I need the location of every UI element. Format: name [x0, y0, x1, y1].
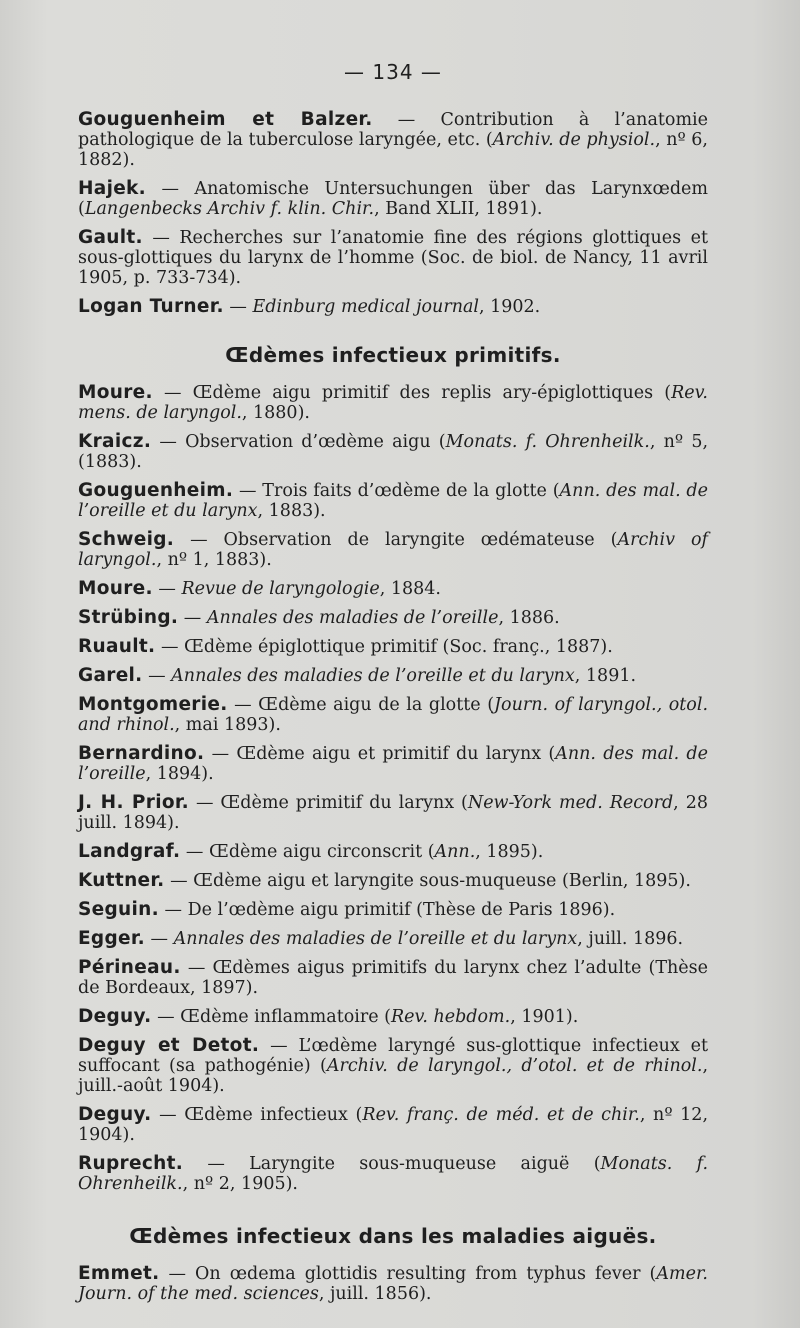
entry-source: Journ. of laryngol., otol. and rhinol. — [78, 695, 709, 735]
entry-source: Edinburg medical journal — [252, 297, 479, 317]
entry-text: — De l’œdème aigu primitif (Thèse de Paris 1896). — [158, 900, 616, 920]
entry-citation-tail: , nº 1, 1883). — [156, 550, 272, 570]
entry-source: Archiv of laryngol. — [78, 530, 708, 570]
entry-source: Annales des maladies de l’oreille — [206, 608, 499, 628]
entry-author: Strübing. — [78, 607, 179, 628]
bibliography-entry — [78, 110, 708, 170]
bibliography-entry — [78, 481, 708, 521]
entry-source: Langenbecks Archiv f. klin. Chir. — [84, 199, 375, 219]
entry-author: Moure. — [78, 382, 153, 403]
entry-text: — Contribution à l’anatomie pathologique de la tuberculose laryngée, etc. ( — [78, 110, 708, 150]
entry-author: Gouguenheim. — [78, 480, 234, 501]
entry-author: Ruault. — [78, 636, 156, 657]
bibliography-entry — [78, 793, 708, 833]
bibliography-primary-oedemas — [78, 383, 708, 1194]
entry-author: Gault. — [78, 227, 143, 248]
entry-source: Monats. f. Ohrenheilk. — [445, 432, 650, 452]
entry-author: Gouguenheim et Balzer. — [78, 109, 373, 130]
entry-text: — Œdème primitif du larynx ( — [188, 793, 468, 813]
entry-text: — — [152, 579, 182, 599]
entry-citation-tail: , 1891. — [574, 666, 637, 686]
entry-author: Hajek. — [78, 178, 146, 199]
bibliography-entry — [78, 530, 708, 570]
entry-citation-tail: , mai 1893). — [174, 715, 281, 735]
bibliography-entry — [78, 179, 708, 219]
entry-text: — Œdème aigu de la glotte ( — [227, 695, 495, 715]
entry-citation-tail: , nº 12, 1904). — [78, 1105, 709, 1145]
entry-author: Moure. — [78, 578, 153, 599]
entry-source: Archiv. de laryngol., d’otol. et de rhinol. — [326, 1056, 703, 1076]
entry-citation-tail: , juill. 1896. — [577, 929, 684, 949]
bibliography-entry — [78, 1264, 708, 1304]
bibliography-entry — [78, 1036, 708, 1096]
bibliography-acute-diseases — [78, 1264, 708, 1304]
bibliography-entry — [78, 666, 708, 686]
entry-text: — Œdème aigu et laryngite sous-muqueuse (Berlin, 1895). — [164, 871, 691, 891]
entry-text: — Observation de laryngite œdémateuse ( — [174, 530, 618, 550]
entry-author: Bernardino. — [78, 743, 205, 764]
entry-citation-tail: , 1901). — [510, 1007, 579, 1027]
entry-citation-tail: , 1895). — [475, 842, 544, 862]
entry-citation-tail: , 1884. — [379, 579, 441, 599]
bibliography-entry — [78, 1007, 708, 1027]
entry-source: Ann. des mal. de l’oreille et du larynx — [78, 481, 708, 521]
entry-source: Ann. — [434, 842, 476, 862]
entry-text: — — [142, 666, 172, 686]
entry-author: Egger. — [78, 928, 145, 949]
entry-text: — — [144, 929, 174, 949]
entry-author: Ruprecht. — [78, 1153, 184, 1174]
bibliography-top — [78, 110, 708, 317]
entry-author: Logan Turner. — [78, 296, 224, 317]
entry-source: Monats. f. Ohrenheilk. — [78, 1154, 709, 1194]
entry-source: Annales des maladies de l’oreille et du larynx — [173, 929, 578, 949]
entry-text: — Anatomische Untersuchungen über das Larynxœdem ( — [78, 179, 708, 219]
bibliography-entry — [78, 608, 708, 628]
entry-citation-tail: , 1894). — [145, 764, 214, 784]
entry-author: Emmet. — [78, 1263, 160, 1284]
bibliography-entry — [78, 871, 708, 891]
bibliography-entry — [78, 637, 708, 657]
entry-text: — Recherches sur l’anatomie fine des régions glottiques et sous-glottiques du larynx de l’homme (Soc. de biol. de Nancy, 11 avril 1905, p. 733-734). — [78, 228, 708, 288]
entry-text: — Œdème inflammatoire ( — [151, 1007, 391, 1027]
entry-text: — Œdèmes aigus primitifs du larynx chez l’adulte (Thèse de Bordeaux, 1897). — [78, 958, 708, 998]
bibliography-entry — [78, 297, 708, 317]
bibliography-entry — [78, 432, 708, 472]
entry-author: Montgomerie. — [78, 694, 228, 715]
entry-source: Revue de laryngologie — [181, 579, 380, 599]
entry-source: Rev. hebdom. — [391, 1007, 511, 1027]
entry-source: Ann. des mal. de l’oreille — [78, 744, 708, 784]
entry-text: — — [178, 608, 207, 628]
entry-citation-tail: , 28 juill. 1894). — [78, 793, 708, 833]
entry-text: — Observation d’œdème aigu ( — [151, 432, 446, 452]
entry-citation-tail: , nº 6, 1882). — [78, 130, 708, 170]
entry-text: — Trois faits d’œdème de la glotte ( — [233, 481, 560, 501]
bibliography-entry — [78, 228, 708, 288]
entry-author: Deguy. — [78, 1006, 152, 1027]
entry-author: Deguy. — [78, 1104, 152, 1125]
bibliography-entry — [78, 842, 708, 862]
entry-source: Annales des maladies de l’oreille et du larynx — [171, 666, 575, 686]
entry-citation-tail: , 1880). — [241, 403, 310, 423]
bibliography-entry — [78, 929, 708, 949]
entry-author: Seguin. — [78, 899, 159, 920]
entry-author: J. H. Prior. — [78, 792, 189, 813]
entry-author: Périneau. — [78, 957, 181, 978]
entry-text: — L’œdème laryngé sus-glottique infectieux et suffocant (sa pathogénie) ( — [78, 1036, 709, 1076]
entry-citation-tail: , 1883). — [257, 501, 326, 521]
entry-citation-tail: , nº 2, 1905). — [182, 1174, 298, 1194]
entry-source: Archiv. de physiol. — [492, 130, 656, 150]
section-heading-primary: Œdèmes infectieux primitifs. — [225, 343, 561, 367]
entry-source: Rev. franç. de méd. et de chir. — [362, 1105, 640, 1125]
entry-author: Kuttner. — [78, 870, 165, 891]
bibliography-entry — [78, 744, 708, 784]
entry-citation-tail: , 1902. — [479, 297, 541, 317]
entry-text: — Œdème aigu circonscrit ( — [180, 842, 435, 862]
page-content — [78, 60, 708, 1313]
bibliography-entry — [78, 900, 708, 920]
bibliography-entry — [78, 958, 708, 998]
entry-text: — — [223, 297, 253, 317]
bibliography-entry — [78, 1105, 708, 1145]
entry-text: — Œdème aigu primitif des replis ary-épiglottiques ( — [152, 383, 672, 403]
entry-citation-tail: , 1886. — [498, 608, 560, 628]
entry-citation-tail: , Band XLII, 1891). — [374, 199, 543, 219]
entry-text: — Laryngite sous-muqueuse aiguë ( — [183, 1154, 601, 1174]
entry-text: — Œdème épiglottique primitif (Soc. franç., 1887). — [155, 637, 613, 657]
entry-text: — Œdème aigu et primitif du larynx ( — [204, 744, 556, 764]
entry-author: Garel. — [78, 665, 143, 686]
entry-source: Amer. Journ. of the med. sciences — [78, 1264, 708, 1304]
entry-author: Deguy et Detot. — [78, 1035, 260, 1056]
section-heading-acute-diseases: Œdèmes infectieux dans les maladies aiguës. — [129, 1224, 657, 1248]
entry-text: — On œdema glottidis resulting from typhus fever ( — [159, 1264, 657, 1284]
bibliography-entry — [78, 695, 708, 735]
entry-source: Rev. mens. de laryngol. — [78, 383, 708, 423]
entry-author: Landgraf. — [78, 841, 181, 862]
entry-author: Schweig. — [78, 529, 175, 550]
entry-citation-tail: , juill.-août 1904). — [78, 1056, 709, 1096]
bibliography-entry — [78, 1154, 708, 1194]
entry-citation-tail: , nº 5, (1883). — [78, 432, 709, 472]
bibliography-entry — [78, 383, 708, 423]
entry-citation-tail: , juill. 1856). — [318, 1284, 432, 1304]
page-number: — 134 — — [344, 60, 442, 84]
entry-author: Kraicz. — [78, 431, 152, 452]
entry-source: New-York med. Record — [467, 793, 674, 813]
entry-text: — Œdème infectieux ( — [151, 1105, 363, 1125]
bibliography-entry — [78, 579, 708, 599]
